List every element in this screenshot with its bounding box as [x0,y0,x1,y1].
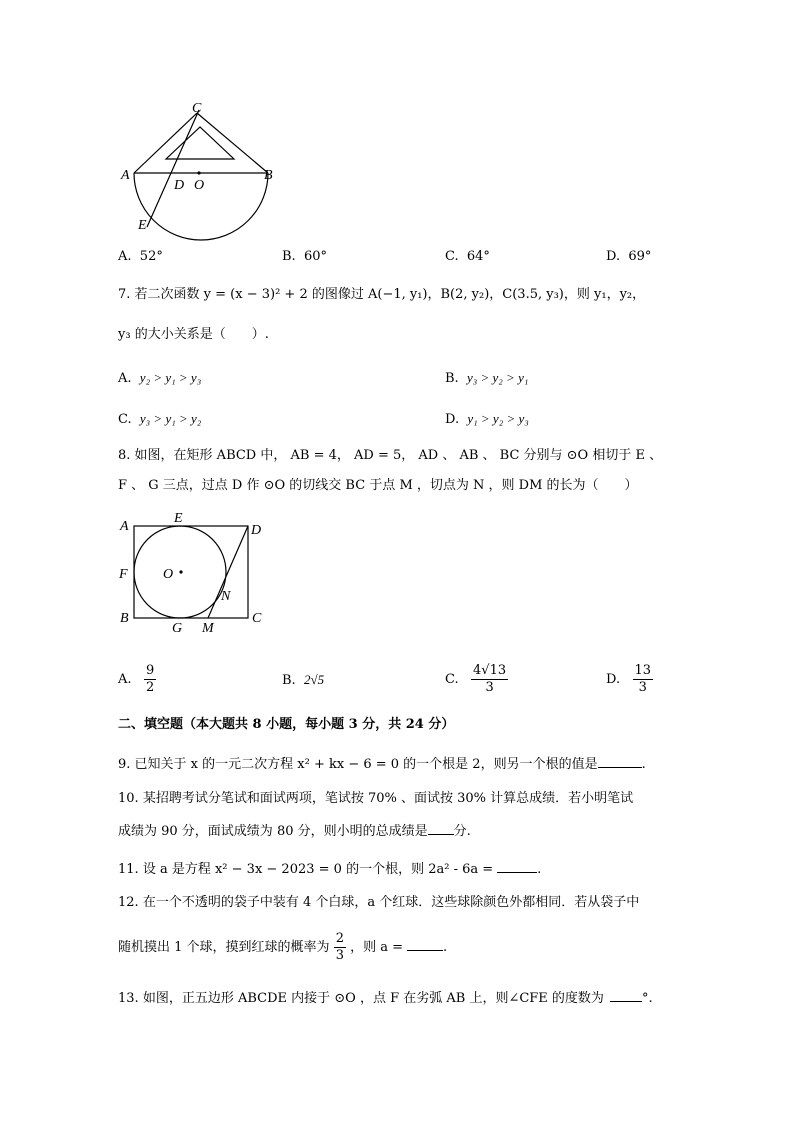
question-text-end: . [443,940,448,955]
denominator: 3 [485,680,494,695]
question-text-end: 分. [453,824,471,839]
option-letter: A. [118,249,132,264]
question-number: 10. [118,791,139,806]
question-text-end: . [641,757,646,772]
tangent-dm [208,526,248,618]
numerator: 2 [335,931,344,946]
answer-blank[interactable] [610,987,642,1002]
q7-option-c [118,410,201,429]
denominator: 2 [145,680,155,695]
label-b: B [264,168,273,183]
fraction [471,663,508,696]
question-text-end: °. [641,991,653,1006]
q6-option-c [445,248,490,266]
q7-option-b [445,369,528,388]
q10-line2 [118,820,471,841]
q10-line1 [118,790,633,808]
question-text: 如图，在矩形 ABCD 中， AB = 4， AD = 5， AD 、 AB 、 BC 分别与 ⊙O 相切于 E 、 [134,448,663,463]
center-o-dot [179,570,182,573]
q8-option-c [445,660,508,700]
option-value: 60° [303,249,327,264]
label-g: G [172,621,183,636]
fraction [144,663,156,696]
option-value: 52° [139,249,163,264]
question-number: 11. [118,862,139,877]
label-d: D [174,178,185,193]
q8-option-b [282,660,324,701]
question-text: 已知关于 x 的一元二次方程 x² + kx − 6 = 0 的一个根是 2，则另一个根的值是 [134,757,598,772]
numerator: 13 [634,663,652,678]
question-text: 某招聘考试分笔试和面试两项，笔试按 70% 、面试按 30% 计算总成绩．若小明笔试 [142,791,634,806]
question-text: 如图，正五边形 ABCDE 内接于 ⊙O ，点 F 在劣弧 AB 上，则∠CFE 的度数为 [142,991,604,1006]
label-b: B [120,611,129,626]
numerator: 4√13 [473,663,507,678]
question-text: F 、 G 三点，过点 D 作 ⊙O 的切线交 BC 于点 M ，切点为 N ，则 DM 的长为（ ） [118,478,638,493]
option-value: 64° [466,249,490,264]
option-letter: B. [282,673,296,688]
segment-ac [134,113,197,173]
question-number: 7. [118,287,131,302]
q8-line2 [118,477,638,495]
option-letter: C. [445,672,459,687]
label-a: A [120,519,129,534]
option-letter: A. [118,371,132,386]
q12-line1 [118,894,639,912]
q6-option-d [606,248,651,266]
question-text: 若二次函数 y = (x − 3)² + 2 的图像过 A(−1, y₁)，B(2, y₂)，C(3.5, y₃)，则 y₁，y₂， [134,287,646,302]
answer-blank[interactable] [497,858,537,873]
fraction [633,663,654,696]
q8-option-d [606,660,653,700]
q7-line2 [118,326,269,344]
q12-line2 [118,928,447,968]
probability-fraction [334,931,346,964]
option-letter: B. [445,371,459,386]
segment-ce [147,110,199,227]
figure-q8 [112,508,272,638]
q7-line1 [118,286,645,304]
question-number: 13. [118,991,139,1006]
option-letter: D. [606,672,621,687]
numerator: 9 [145,663,155,678]
option-letter: C. [118,412,132,427]
question-number: 9. [118,757,131,772]
label-c: C [192,101,202,116]
question-text: 在一个不透明的袋子中装有 4 个白球，a 个红球．这些球除颜色外都相同．若从袋子中 [142,895,640,910]
center-o-dot [197,171,200,174]
label-e: E [138,218,147,233]
label-f: F [119,567,128,582]
option-value: y₃ > y₁ > y₂ [139,411,202,426]
inner-triangle [166,127,234,159]
answer-blank[interactable] [407,936,443,951]
q8-line1 [118,447,662,465]
option-value: 69° [628,249,652,264]
q8-option-a [118,660,156,700]
label-a: A [121,168,130,183]
option-letter: C. [445,249,459,264]
segment-cb [197,113,268,173]
option-value: y₁ > y₂ > y₃ [467,411,529,426]
q7-option-a [118,369,201,388]
option-value: 2√5 [303,672,325,687]
label-o: O [163,567,174,582]
question-number: 12. [118,895,139,910]
question-text: 成绩为 90 分，面试成绩为 80 分，则小明的总成绩是 [118,824,428,839]
q9 [118,753,646,774]
question-text-end: . [537,862,542,877]
denominator: 3 [335,948,344,963]
q13 [118,987,653,1008]
denominator: 3 [638,680,647,695]
question-text: y₃ 的大小关系是（ ）. [118,327,269,342]
q7-option-d [445,410,529,429]
option-letter: D. [445,412,460,427]
answer-blank[interactable] [428,820,454,835]
label-c: C [252,611,262,626]
option-letter: D. [606,249,621,264]
label-n: N [221,589,231,604]
label-d: D [251,523,262,538]
figure-q6 [110,95,290,245]
q6-option-a [118,248,163,266]
q11 [118,858,541,879]
label-m: M [202,621,214,636]
answer-blank[interactable] [598,753,642,768]
option-letter: B. [282,249,296,264]
question-text-mid: ，则 a = [350,940,404,955]
rectangle-abcd [134,526,248,618]
question-text: 设 a 是方程 x² − 3x − 2023 = 0 的一个根，则 2a² - 6a = [142,862,494,877]
section-heading: 二、填空题（本大题共 8 小题，每小题 3 分，共 24 分） [118,717,455,732]
label-e: E [174,511,183,526]
question-number: 8. [118,448,131,463]
option-value: y₂ > y₁ > y₃ [139,370,202,385]
q6-option-b [282,248,327,266]
option-letter: A. [118,672,132,687]
question-text: 随机摸出 1 个球，摸到红球的概率为 [118,940,330,955]
option-value: y₃ > y₂ > y₁ [466,370,529,385]
label-o: O [194,178,205,193]
